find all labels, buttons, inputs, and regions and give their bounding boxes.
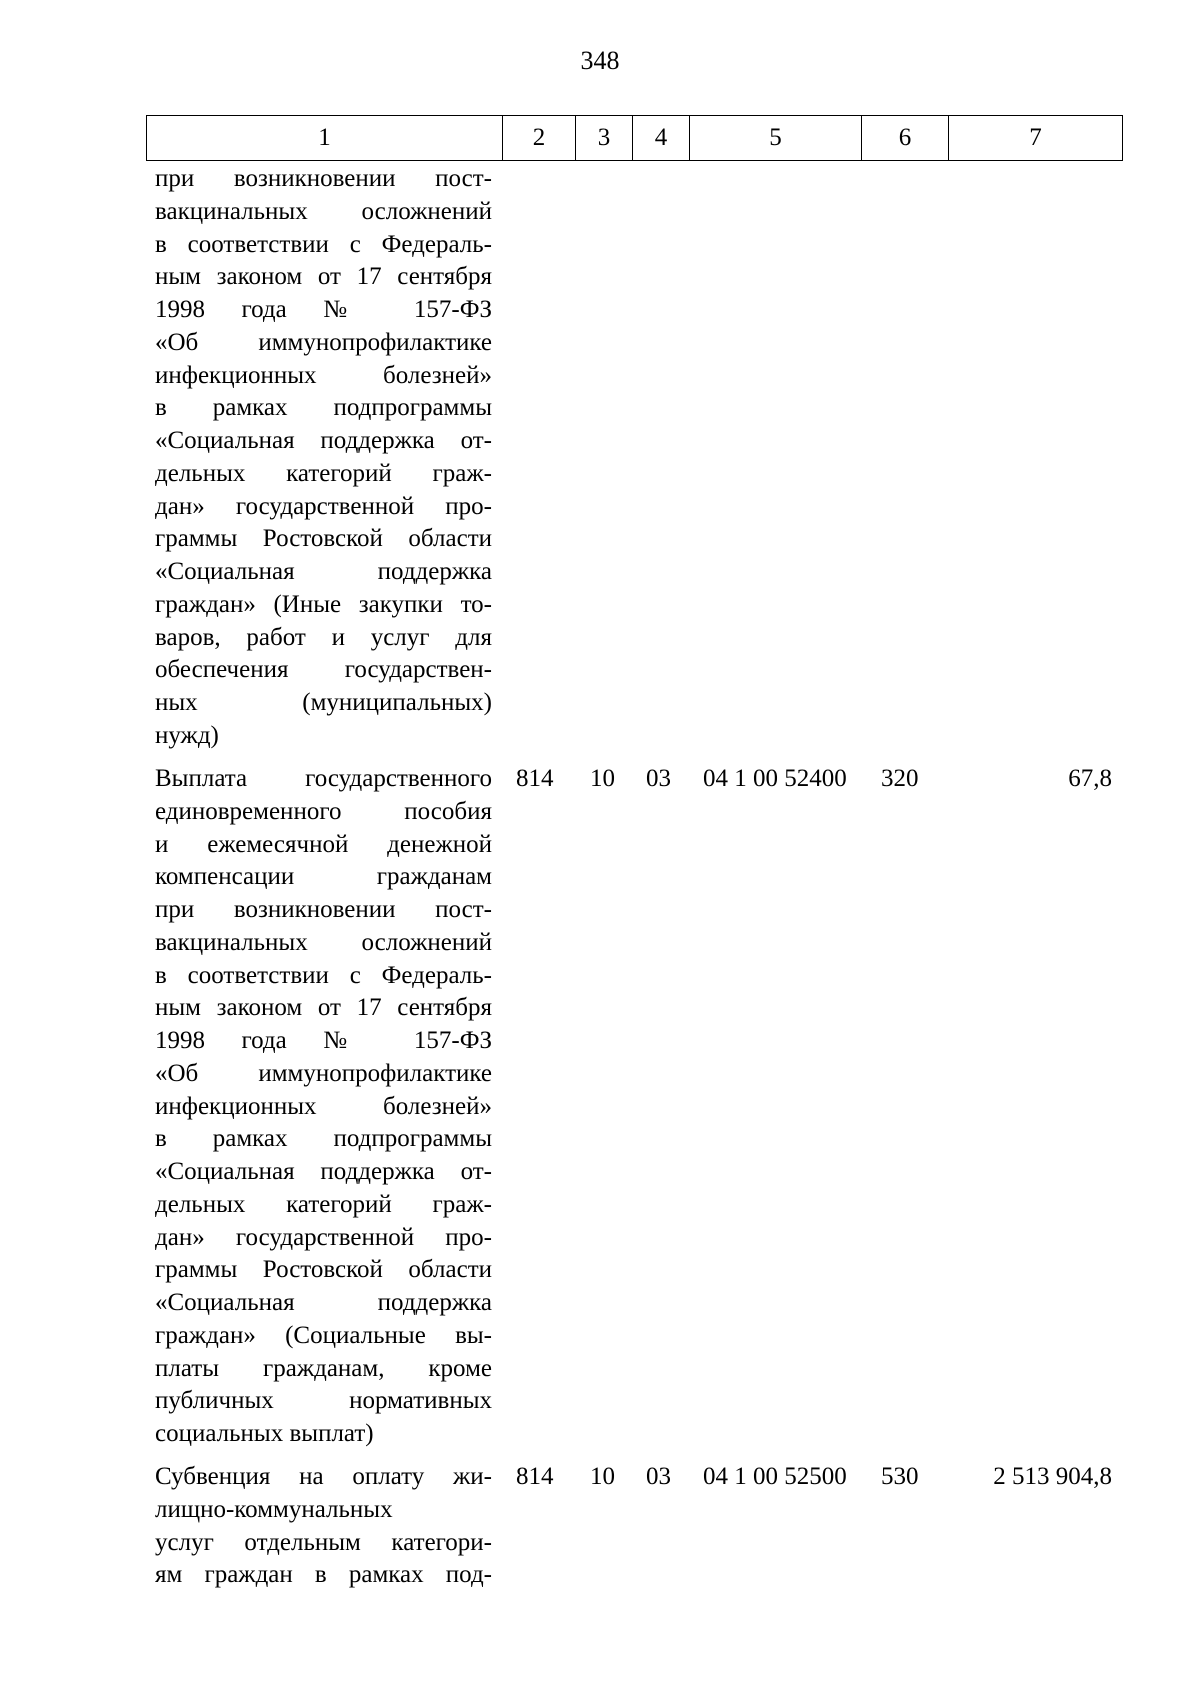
row-code-2: 814 xyxy=(516,1463,554,1490)
description-line: публичных нормативных xyxy=(155,1387,492,1415)
description-line: варов, работ и услуг для xyxy=(155,623,492,651)
description-line: ям граждан в рамках под- xyxy=(155,1561,492,1589)
description-line: ных (муниципальных) xyxy=(155,689,492,716)
description-line: «Социальная поддержка от- xyxy=(155,427,492,454)
row-description xyxy=(155,763,492,1451)
description-line: в соответствии с Федераль- xyxy=(155,961,492,989)
description-line: граждан» (Иные закупки то- xyxy=(155,590,492,618)
row-amount: 67,8 xyxy=(1068,765,1112,792)
row-code-5: 04 1 00 52500 xyxy=(703,1463,847,1490)
description-line: ным законом от 17 сентября xyxy=(155,263,492,291)
description-line: дельных категорий граж- xyxy=(155,459,492,487)
description-line: дан» государственной про- xyxy=(155,1223,492,1251)
description-line: инфекционных болезней» xyxy=(155,361,492,389)
description-line: и ежемесячной денежной xyxy=(155,830,492,858)
description-line: компенсации гражданам xyxy=(155,863,492,891)
row-description xyxy=(155,1461,492,1592)
description-line: в рамках подпрограммы xyxy=(155,1125,492,1153)
description-line: Выплата государственного xyxy=(155,765,492,792)
description-line: услуг отдельным категори- xyxy=(155,1528,492,1556)
row-code-3: 10 xyxy=(590,765,615,792)
row-code-5: 04 1 00 52400 xyxy=(703,765,847,792)
description-line: ным законом от 17 сентября xyxy=(155,994,492,1022)
row-code-6: 530 xyxy=(881,1463,919,1490)
column-header-1: 1 xyxy=(147,116,503,161)
description-line: граммы Ростовской области xyxy=(155,525,492,553)
table-header xyxy=(146,115,1123,161)
description-line: лищно-коммунальных xyxy=(155,1495,393,1523)
description-line: при возникновении пост- xyxy=(155,896,492,923)
description-line: вакцинальных осложнений xyxy=(155,928,492,956)
description-line: «Социальная поддержка xyxy=(155,558,492,585)
description-line: нужд) xyxy=(155,721,219,749)
description-line: дельных категорий граж- xyxy=(155,1190,492,1218)
description-line: дан» государственной про- xyxy=(155,492,492,520)
row-code-4: 03 xyxy=(646,1463,671,1490)
column-header-3: 3 xyxy=(576,116,633,161)
description-line: инфекционных болезней» xyxy=(155,1092,492,1120)
description-line: Субвенция на оплату жи- xyxy=(155,1463,492,1490)
description-line: граммы Ростовской области xyxy=(155,1256,492,1284)
description-line: единовременного пособия xyxy=(155,797,492,825)
description-line: «Социальная поддержка xyxy=(155,1289,492,1316)
description-line: в соответствии с Федераль- xyxy=(155,230,492,258)
description-line: «Об иммунопрофилактике xyxy=(155,328,492,356)
description-line: обеспечения государствен- xyxy=(155,656,492,684)
column-header-2: 2 xyxy=(503,116,576,161)
row-description xyxy=(155,163,492,753)
page-number: 348 xyxy=(580,46,620,75)
row-code-3: 10 xyxy=(590,1463,615,1490)
description-line: в рамках подпрограммы xyxy=(155,394,492,422)
description-line: платы гражданам, кроме xyxy=(155,1354,492,1382)
column-header-7: 7 xyxy=(949,116,1123,161)
description-line: социальных выплат) xyxy=(155,1420,374,1447)
row-code-4: 03 xyxy=(646,765,671,792)
row-code-2: 814 xyxy=(516,765,554,792)
description-line: «Об иммунопрофилактике xyxy=(155,1059,492,1087)
description-line: 1998 года № 157-ФЗ xyxy=(155,296,492,323)
description-line: 1998 года № 157-ФЗ xyxy=(155,1027,492,1054)
description-line: граждан» (Социальные вы- xyxy=(155,1321,492,1349)
column-header-5: 5 xyxy=(690,116,862,161)
description-line: вакцинальных осложнений xyxy=(155,197,492,225)
column-header-6: 6 xyxy=(862,116,949,161)
description-line: при возникновении пост- xyxy=(155,165,492,192)
row-amount: 2 513 904,8 xyxy=(993,1463,1112,1490)
column-header-4: 4 xyxy=(633,116,690,161)
description-line: «Социальная поддержка от- xyxy=(155,1158,492,1185)
row-code-6: 320 xyxy=(881,765,919,792)
